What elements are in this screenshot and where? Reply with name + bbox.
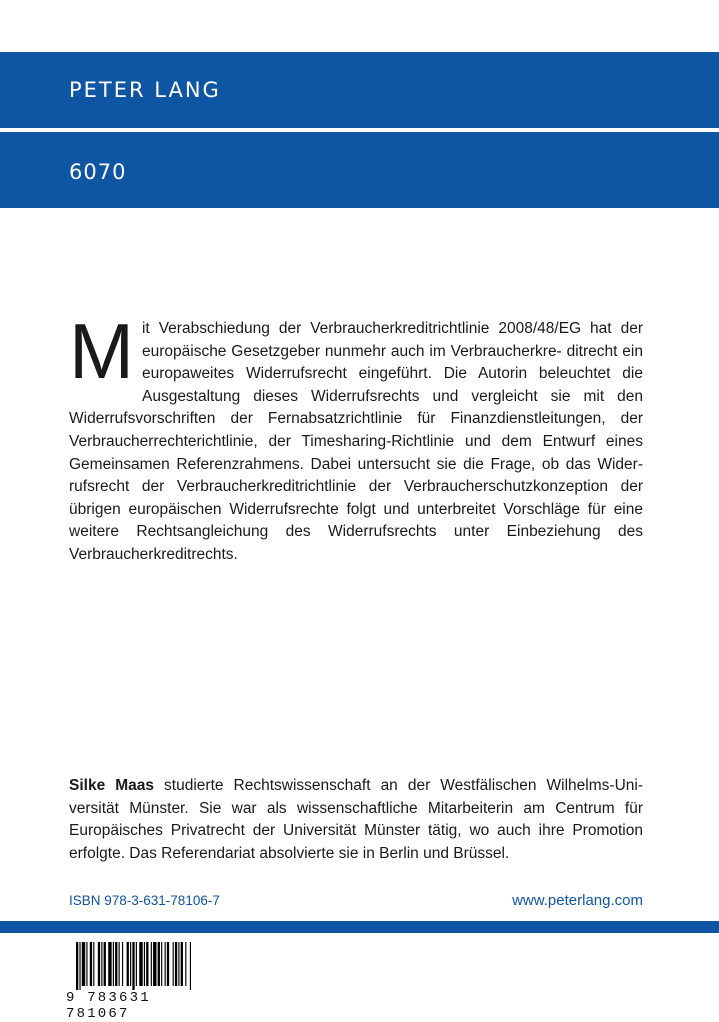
- blurb-line: übrigen europäischen Widerrufsrechte folgt und unterbreitet Vorschläge für: [69, 500, 606, 518]
- barcode-bar: [132, 942, 134, 990]
- barcode-bar: [90, 942, 92, 986]
- barcode-bar: [178, 942, 179, 986]
- blurb-line: ditrecht ein europaweites Widerrufsrecht eingeführt. Die Autorin: [141, 342, 643, 383]
- barcode-bar: [153, 942, 156, 986]
- blurb-line: rufsrecht der Verbraucherkreditrichtlinie der Verbraucherschutzkonzeption der: [69, 478, 643, 496]
- author-bio-line: Europäisches Privatrecht der Universität Münster tätig, wo auch ihre Promotion: [69, 822, 643, 840]
- barcode-bar: [82, 942, 85, 986]
- blurb-line: Gemeinsamen Referenzrahmens. Dabei untersucht sie die Frage, ob das Wider-: [69, 455, 643, 473]
- barcode-bar: [139, 942, 142, 986]
- barcode-bar: [130, 942, 131, 986]
- blurb-dropcap: M: [69, 307, 134, 395]
- footer-band: [0, 921, 719, 933]
- series-number: 6070: [69, 160, 127, 184]
- blurb-text: [69, 307, 643, 567]
- blurb-line: beleuchtet die Ausgestaltung dieses Widerrufsrechts und vergleicht sie mit den: [141, 365, 643, 405]
- barcode-bar: [108, 942, 111, 986]
- blurb-line: it Verabschiedung der Verbraucherkreditrichtlinie 2008/48/EG hat: [141, 320, 612, 337]
- barcode-bar: [127, 942, 129, 986]
- blurb-line: eine weitere Rechtsangleichung des Widerrufsrechts unter Einbeziehung des: [69, 500, 643, 541]
- blurb-line: Verbraucherrechterichtlinie, der Timesharing-Richtlinie und dem Entwurf eines: [69, 432, 643, 450]
- barcode-bar: [165, 942, 166, 986]
- barcode-bar: [76, 942, 78, 990]
- barcode-bar: [93, 942, 94, 986]
- author-bio-line: versität Münster. Sie war als wissenschaftliche Mitarbeiterin am Centrum für: [69, 799, 643, 817]
- barcode-bar: [115, 942, 117, 986]
- barcode-bar: [144, 942, 145, 986]
- barcode-digits: 9 783631 781067: [66, 990, 151, 1022]
- barcode-bar: [136, 942, 137, 986]
- barcode-bar: [167, 942, 169, 986]
- barcode-bar: [119, 942, 120, 986]
- barcode-bar: [151, 942, 152, 986]
- barcode-bar: [113, 942, 114, 986]
- publisher-name: PETER LANG: [69, 78, 221, 102]
- author-bio-line: studierte Rechtswissenschaft an der Westfälischen Wilhelms-Uni-: [154, 777, 643, 794]
- barcode-bar: [122, 942, 123, 986]
- barcode-bar: [86, 942, 87, 986]
- barcode-bar: [79, 942, 80, 990]
- author-name: Silke Maas: [69, 777, 155, 794]
- barcode-bar: [173, 942, 174, 986]
- barcode: [66, 940, 218, 1022]
- barcode-icon: [66, 940, 218, 990]
- blurb-line: der europäische Gesetzgeber nunmehr auch im Verbraucherkre-: [141, 320, 643, 360]
- header-divider: [0, 128, 719, 132]
- barcode-bar: [101, 942, 102, 986]
- barcode-bar: [98, 942, 100, 986]
- barcode-bar: [104, 942, 106, 986]
- blurb-line: Widerrufsvorschriften der Fernabsatzrichtlinie für Finanzdienstleitungen, der: [69, 410, 643, 428]
- barcode-bar: [161, 942, 162, 986]
- blurb-line: Verbraucherkreditrechts.: [69, 545, 238, 563]
- barcode-bar: [190, 942, 191, 990]
- barcode-bar: [181, 942, 183, 986]
- author-bio: [69, 775, 643, 865]
- barcode-bar: [175, 942, 177, 986]
- author-bio-line: erfolgte. Das Referendariat absolvierte sie in Berlin und Brüssel.: [69, 844, 510, 862]
- publisher-url[interactable]: www.peterlang.com: [512, 892, 643, 909]
- barcode-bar: [146, 942, 148, 986]
- barcode-bar: [185, 942, 186, 986]
- isbn-text: ISBN 978-3-631-78106-7: [69, 893, 220, 908]
- barcode-bar: [158, 942, 160, 986]
